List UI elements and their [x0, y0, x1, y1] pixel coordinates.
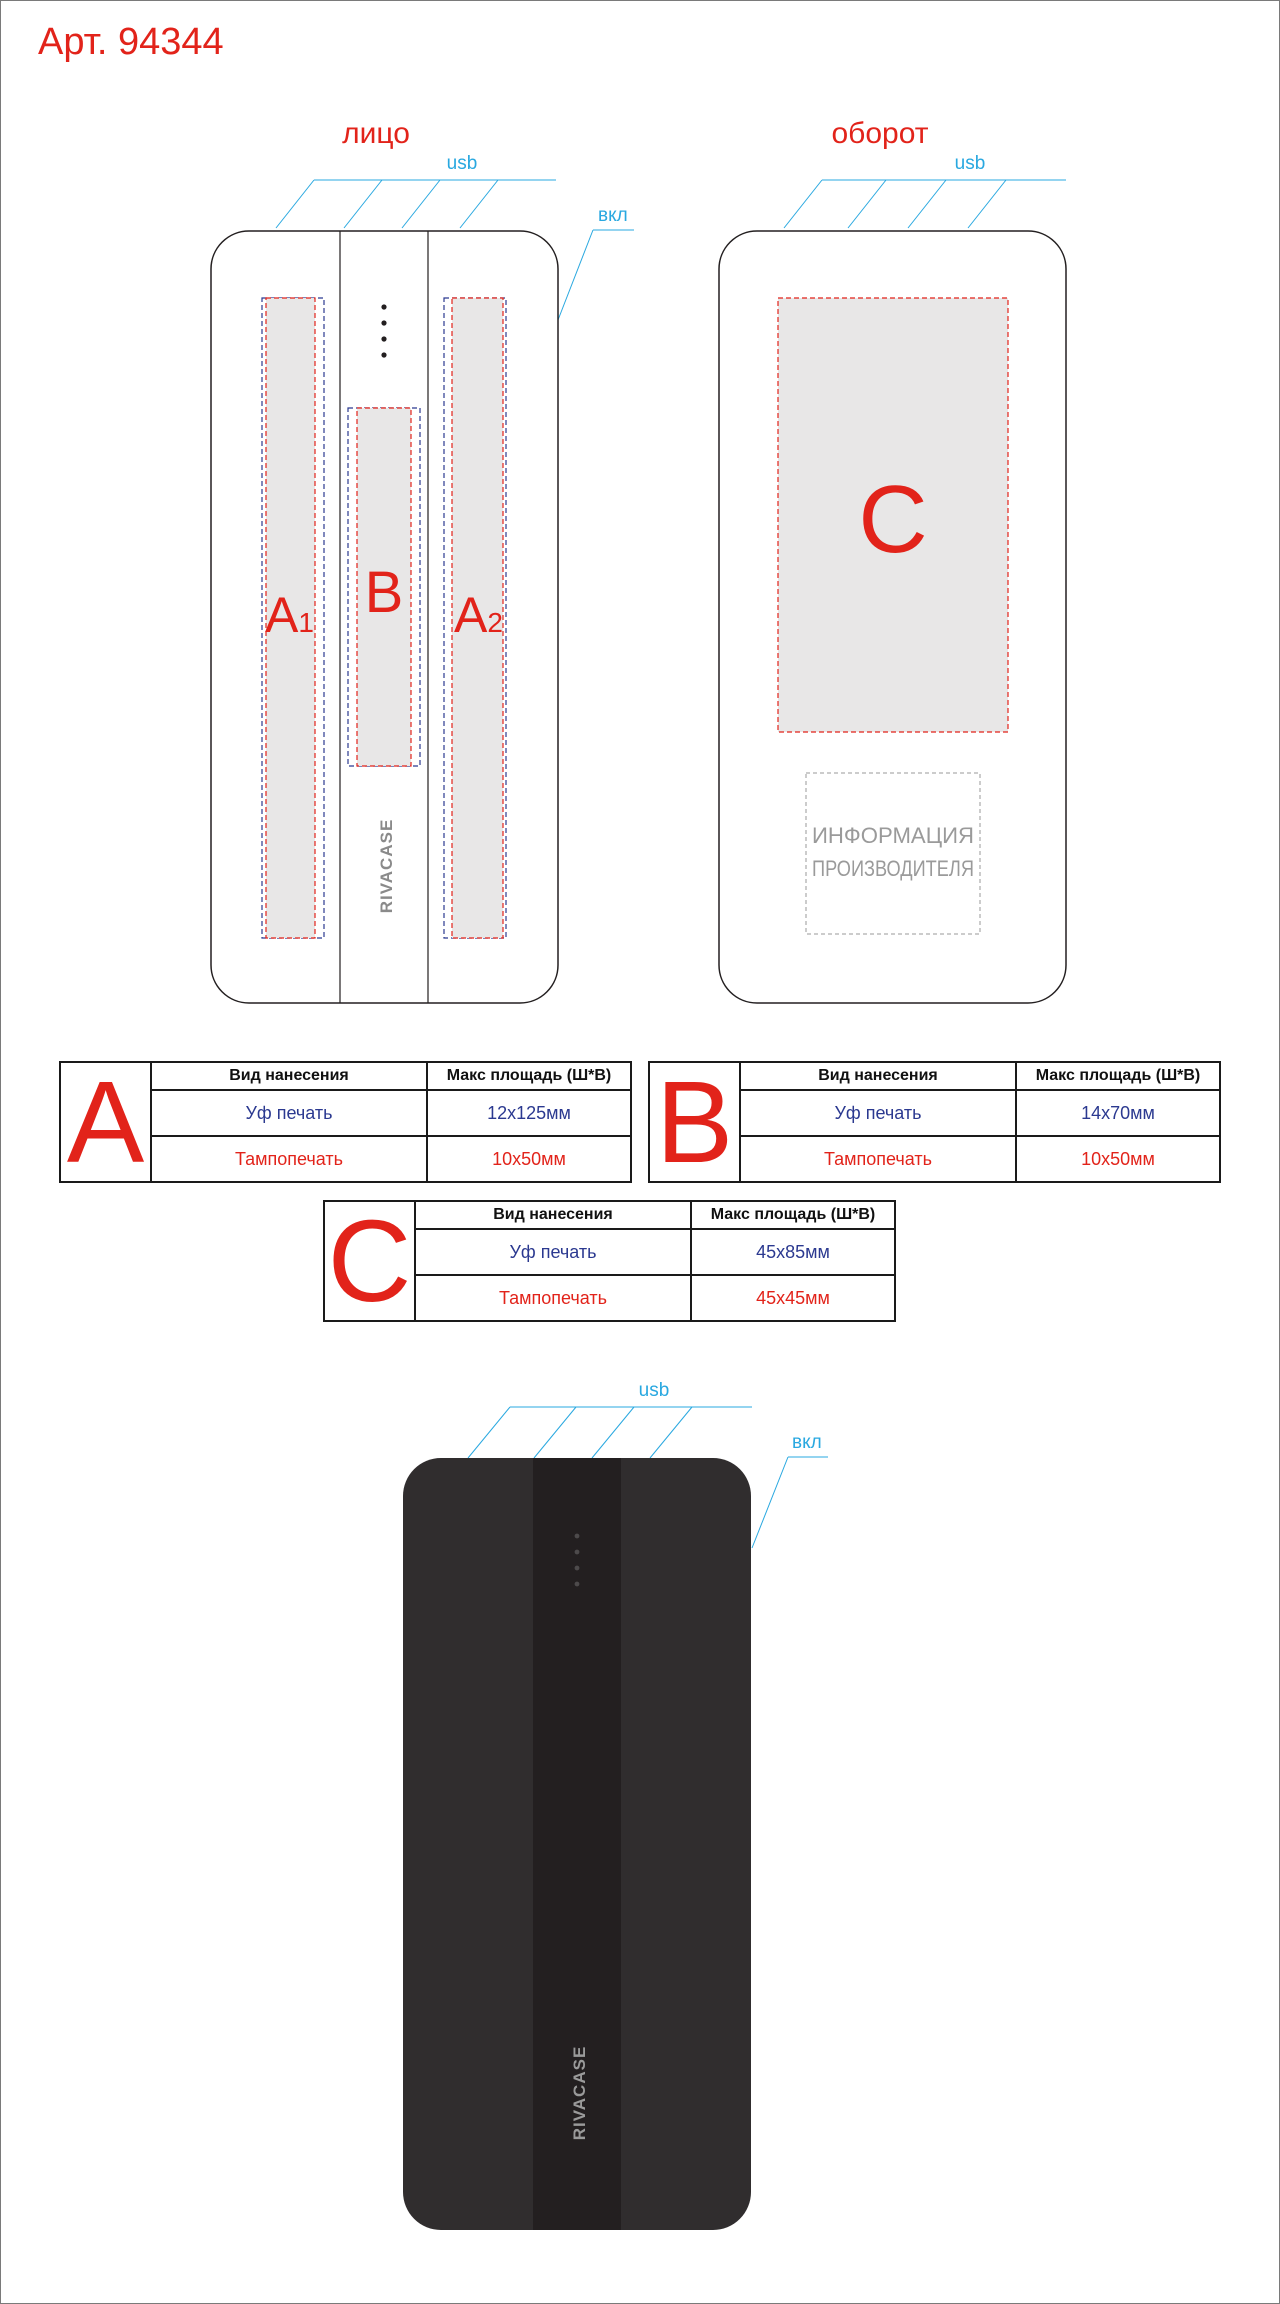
front-view-title: лицо: [342, 117, 410, 150]
back-usb-label: usb: [954, 153, 986, 174]
zone-a2-label: A2: [454, 587, 503, 643]
render-usb-label: usb: [638, 1380, 670, 1401]
spec-table-c: [323, 1196, 896, 1326]
spec-table-c-header-area: Макс площадь (Ш*В): [691, 1201, 895, 1229]
spec-table-a-pad-area: 10x50мм: [427, 1136, 631, 1182]
article-number: Арт. 94344: [38, 21, 224, 63]
spec-table-b-header-area: Макс площадь (Ш*В): [1016, 1062, 1220, 1090]
spec-table-a-uv-method: Уф печать: [151, 1090, 427, 1136]
front-brand-logo: RIVACASE: [377, 818, 396, 914]
manufacturer-info-line1: ИНФОРМАЦИЯ: [812, 823, 974, 848]
render-power-label: вкл: [792, 1432, 822, 1453]
front-usb-callout: [276, 180, 556, 228]
product-render: [403, 1380, 828, 2230]
back-usb-callout: [784, 180, 1066, 228]
spec-table-a-header-method: Вид нанесения: [151, 1062, 427, 1090]
spec-table-b-uv-method: Уф печать: [740, 1090, 1016, 1136]
spec-table-b-header-method: Вид нанесения: [740, 1062, 1016, 1090]
zone-c-label: C: [858, 466, 928, 573]
spec-table-a-pad-method: Тампопечать: [151, 1136, 427, 1182]
front-view: [211, 153, 634, 1003]
zone-b-label: B: [364, 560, 404, 625]
spec-table-c-zone: C: [324, 1201, 415, 1321]
zone-a1-label: A1: [265, 587, 314, 643]
spec-table-b-uv-area: 14x70мм: [1016, 1090, 1220, 1136]
manufacturer-info-line2: ПРОИЗВОДИТЕЛЯ: [812, 856, 974, 881]
spec-table-c-pad-area: 45x45мм: [691, 1275, 895, 1321]
spec-table-c-pad-method: Тампопечать: [415, 1275, 691, 1321]
spec-table-a-zone: A: [60, 1062, 151, 1182]
render-power-callout: [752, 1457, 828, 1548]
back-view: [719, 153, 1066, 1003]
front-usb-label: usb: [446, 153, 478, 174]
render-brand-logo: RIVACASE: [570, 2045, 589, 2141]
front-power-label: вкл: [598, 205, 628, 226]
spec-table-a-header-area: Макс площадь (Ш*В): [427, 1062, 631, 1090]
spec-table-a-uv-area: 12x125мм: [427, 1090, 631, 1136]
spec-table-c-uv-area: 45x85мм: [691, 1229, 895, 1275]
spec-table-a: [59, 1057, 632, 1187]
spec-table-b-zone: B: [649, 1062, 740, 1182]
back-view-title: оборот: [831, 117, 929, 150]
render-usb-callout: [468, 1407, 752, 1458]
front-power-callout: [558, 230, 634, 320]
spec-table-b-pad-area: 10x50мм: [1016, 1136, 1220, 1182]
spec-table-b: [648, 1057, 1221, 1187]
spec-table-b-pad-method: Тампопечать: [740, 1136, 1016, 1182]
spec-table-c-uv-method: Уф печать: [415, 1229, 691, 1275]
spec-table-c-header-method: Вид нанесения: [415, 1201, 691, 1229]
